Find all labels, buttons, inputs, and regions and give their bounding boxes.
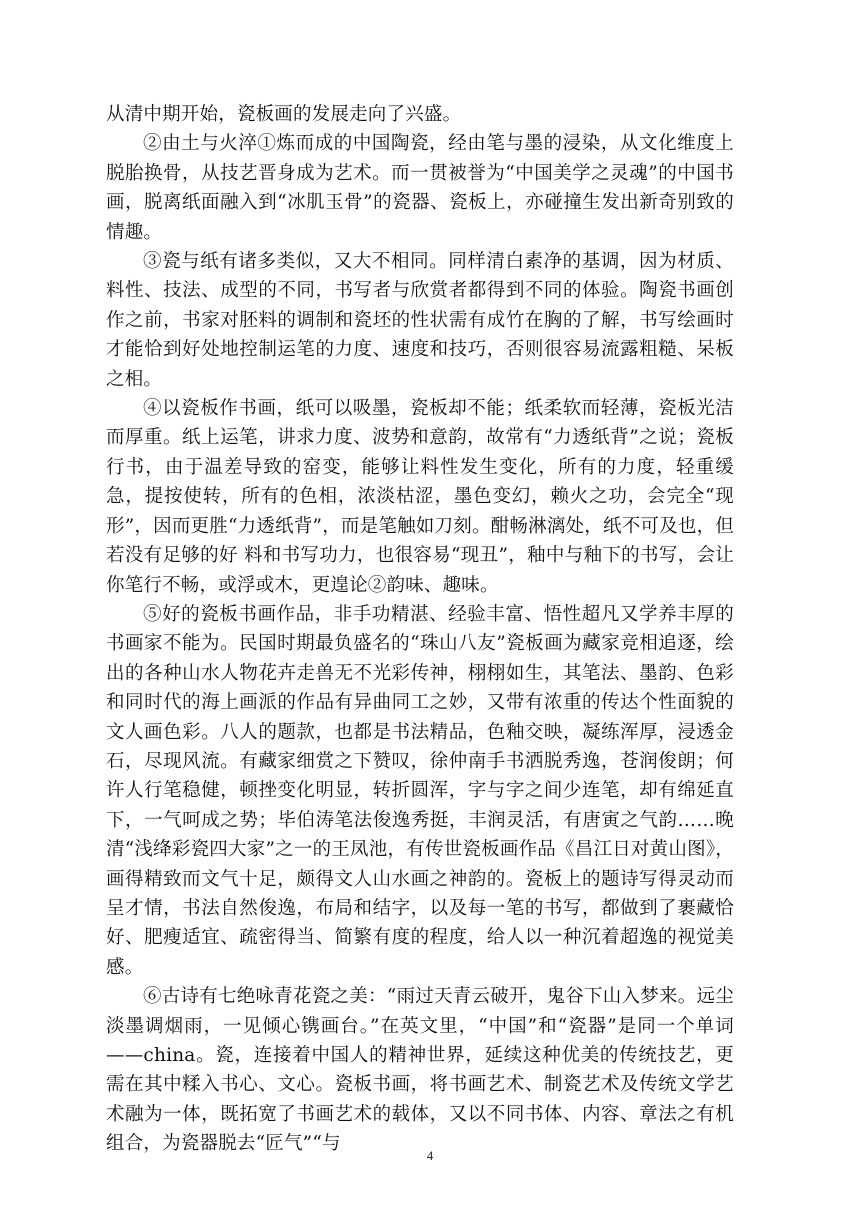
paragraph-3: ③瓷与纸有诸多类似，又大不相同。同样清白素净的基调，因为材质、料性、技法、成型的不同，书写者与欣赏者都得到不同的体验。陶瓷书画创作之前，书家对胚料的调制和瓷坯的性状需有成竹在胸的了解，书写绘画时才能恰到好处地控制运笔的力度、速度和技巧，否则很容易流露粗糙、呆板之相。 (106, 251, 734, 390)
paragraph-2: ②由土与火淬①炼而成的中国陶瓷，经由笔与墨的浸染，从文化维度上脱胎换骨，从技艺晋身成为艺术。而一贯被誉为“中国美学之灵魂”的中国书画，脱离纸面融入到“冰肌玉骨”的瓷器、瓷板上，亦碰撞生发出新奇别致的情趣。 (106, 133, 734, 243)
paragraph-5: ⑤好的瓷板书画作品，非手功精湛、经验丰富、悟性超凡又学养丰厚的书画家不能为。民国时期最负盛名的“珠山八友”瓷板画为藏家竞相追逐，绘出的各种山水人物花卉走兽无不光彩传神，栩栩如生，其笔法、墨韵、色彩和同时代的海上画派的作品有异曲同工之妙，又带有浓重的传达个性面貌的文人画色彩。八人的题款，也都是书法精品，色釉交映，凝练浑厚，浸透金石，尽现风流。有藏家细赏之下赞叹，徐仲南手书洒脱秀逸，苍润俊朗；何许人行笔稳健，顿挫变化明显，转折圆浑，字与字之间少连笔，却有绵延直下，一气呵成之势；毕伯涛笔法俊逸秀挺，丰润灵活，有唐寅之气韵……晚清“浅绛彩瓷四大家”之一的王凤池，有传世瓷板画作品《昌江日对黄山图》，画得精致而文气十足，颇得文人山水画之神韵的。瓷板上的题诗写得灵动而呈才情，书法自然俊逸，布局和结字，以及每一笔的书写，都做到了裹藏恰好、肥瘦适宜、疏密得当、简繁有度的程度，给人以一种沉着超逸的视觉美感。 (106, 603, 734, 978)
paragraph-continuation: 从清中期开始，瓷板画的发展走向了兴盛。 (106, 104, 462, 125)
article-body (106, 100, 734, 1159)
paragraph-6: ⑥古诗有七绝咏青花瓷之美：“雨过天青云破开，鬼谷下山入梦来。远尘淡墨调烟雨，一见倾心镌画台。”在英文里，“中国”和“瓷器”是同一个单词——china。瓷，连接着中国人的精神世界，延续这种优美的传统技艺，更需在其中糅入书心、文心。瓷板书画，将书画艺术、制瓷艺术及传统文学艺术融为一体，既拓宽了书画艺术的载体，又以不同书体、内容、章法之有机组合，为瓷器脱去“匠气”“与 (106, 986, 734, 1155)
page-number: 4 (426, 1148, 434, 1163)
paragraph-4: ④以瓷板作书画，纸可以吸墨，瓷板却不能；纸柔软而轻薄，瓷板光洁而厚重。纸上运笔，讲求力度、波势和意韵，故常有“力透纸背”之说；瓷板行书，由于温差导致的窑变，能够让料性发生变化，所有的力度，轻重缓急，提按使转，所有的色相，浓淡枯涩，墨色变幻，赖火之功，会完全“现形”，因而更胜“力透纸背”，而是笔触如刀刻。酣畅淋漓处，纸不可及也，但若没有足够的好 料和书写功力，也很容易“现丑”，釉中与釉下的书写，会让你笔行不畅，或浮或木，更遑论②韵味、趣味。 (106, 398, 734, 596)
